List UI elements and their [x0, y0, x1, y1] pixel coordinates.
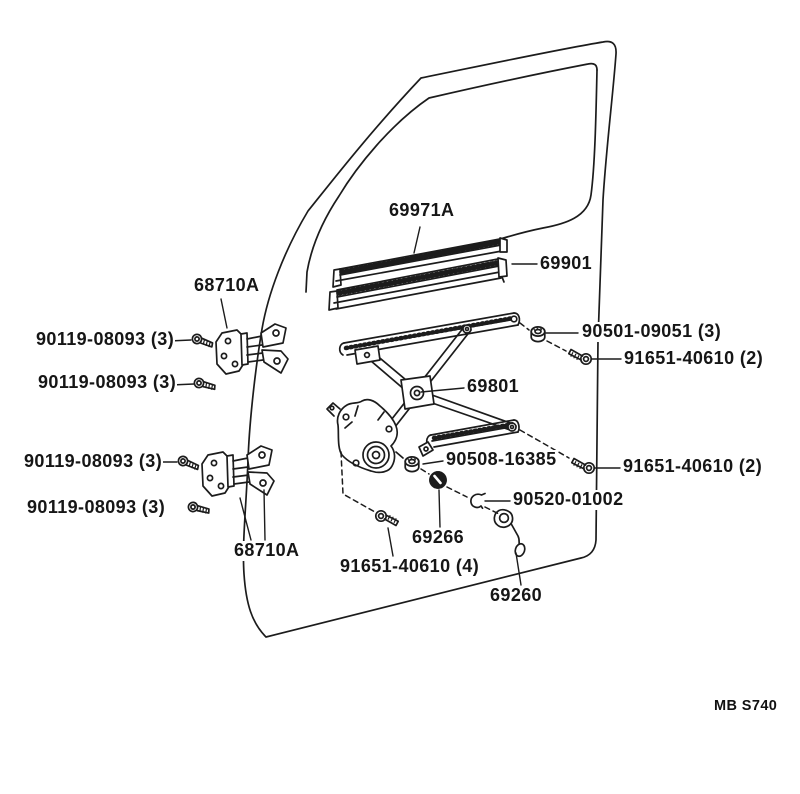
door-hinge-lower-68710a	[202, 446, 274, 496]
part-label-90119-3: 90119-08093 (3)	[24, 451, 163, 471]
part-label-90119-1: 90119-08093 (3)	[36, 329, 175, 349]
part-label-69266: 69266	[412, 527, 465, 547]
part-label-90119-4: 90119-08093 (3)	[27, 497, 166, 517]
part-label-68710a-upper: 68710A	[194, 275, 260, 295]
part-label-90501: 90501-09051 (3)	[582, 321, 722, 341]
part-label-91651-lower: 91651-40610 (2)	[623, 456, 763, 476]
regulator-handle-69260	[494, 510, 526, 558]
door-hinge-upper-68710a	[216, 324, 288, 374]
part-label-68710a-lower: 68710A	[234, 540, 300, 560]
part-label-90508: 90508-16385	[446, 449, 557, 469]
nut-90508	[405, 457, 419, 472]
bolt-91651-lower	[572, 459, 594, 474]
washer-69266	[430, 472, 446, 488]
bolt-91651-4	[376, 511, 398, 526]
nut-90501	[531, 327, 545, 342]
part-label-91651-upper: 91651-40610 (2)	[624, 348, 764, 368]
part-label-91651-4: 91651-40610 (4)	[340, 556, 480, 576]
part-label-69801: 69801	[467, 376, 520, 396]
screw-90119-lower-1	[177, 456, 199, 470]
part-label-90119-2: 90119-08093 (3)	[38, 372, 177, 392]
screw-90119-lower-2	[188, 502, 209, 513]
snap-ring-90520	[471, 494, 485, 509]
part-label-69971a: 69971A	[389, 200, 455, 220]
screw-90119-upper-1	[192, 334, 214, 347]
part-label-90520: 90520-01002	[513, 489, 624, 509]
window-opening-right	[497, 70, 597, 240]
bolt-91651-upper	[569, 350, 591, 365]
diagram-code: MB S740	[714, 698, 778, 714]
screw-90119-upper-2	[194, 378, 215, 389]
part-label-69901: 69901	[540, 253, 593, 273]
part-label-69260: 69260	[490, 585, 543, 605]
